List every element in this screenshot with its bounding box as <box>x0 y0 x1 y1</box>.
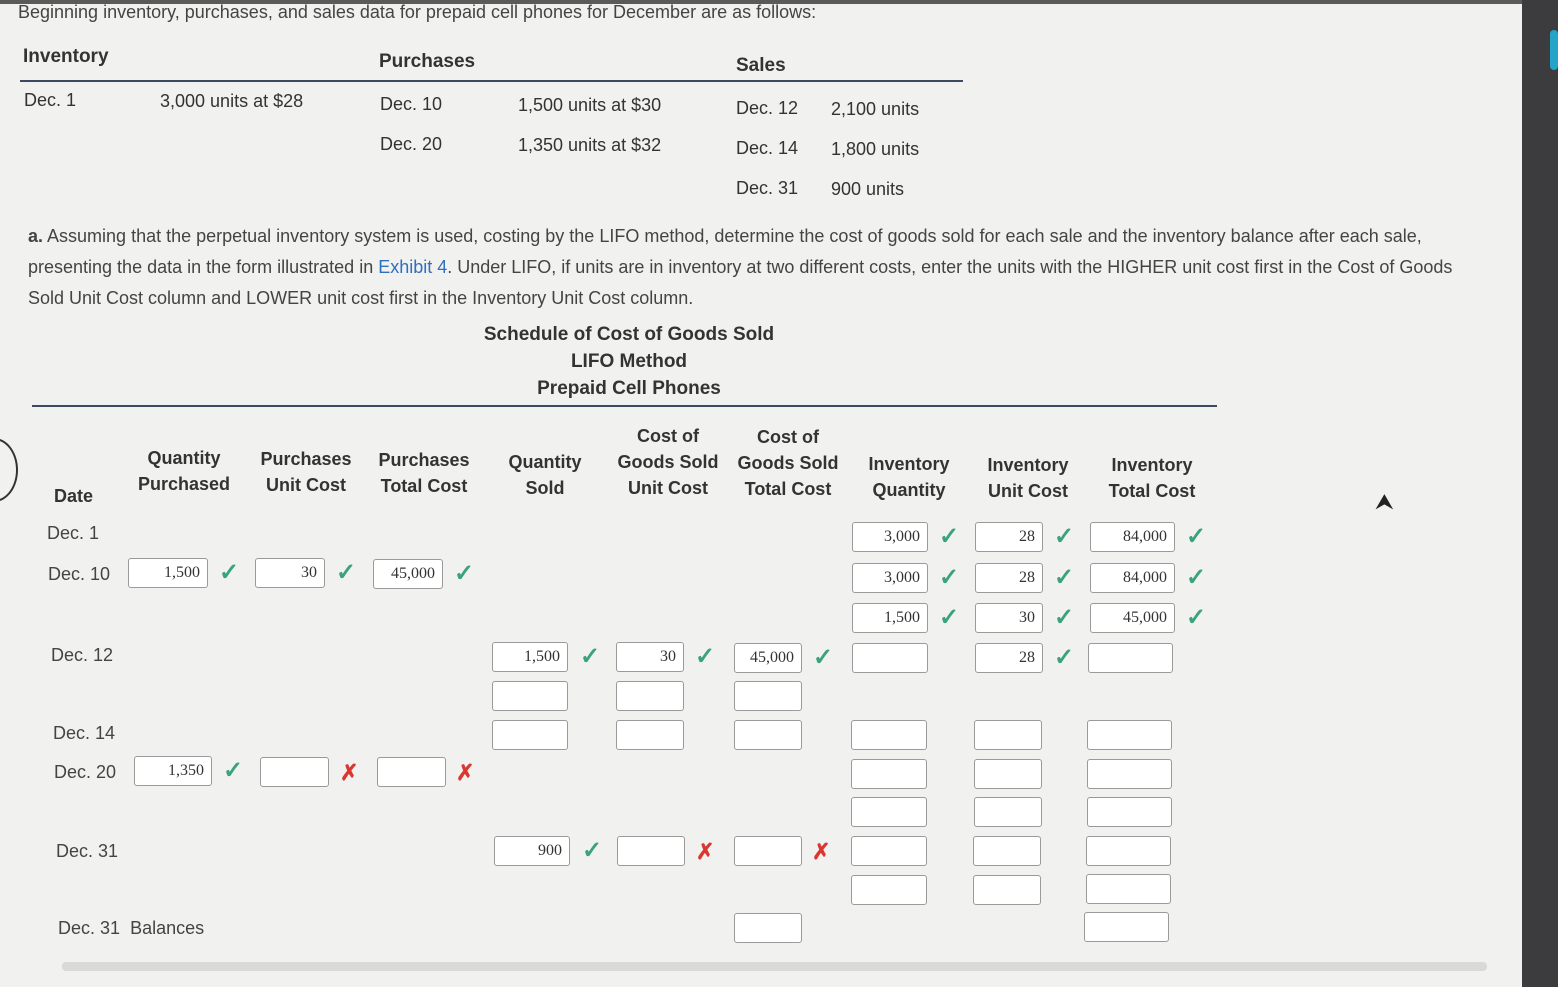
dec12-cogs-total-cost-input[interactable] <box>734 681 802 711</box>
sale-date: Dec. 12 <box>736 98 799 118</box>
exhibit-link[interactable]: Exhibit 4 <box>378 257 448 277</box>
check-icon: ✓ <box>939 564 960 591</box>
row-dec10: Dec. 10 <box>48 564 111 584</box>
side-tab[interactable] <box>1550 30 1558 70</box>
dec10-inv-unit-cost-input[interactable]: 30 <box>975 603 1043 633</box>
col-purch-unit-cost <box>252 446 360 498</box>
col-label: Unit Cost <box>266 475 346 495</box>
cross-icon: ✗ <box>812 839 831 864</box>
dec12-cogs-unit-cost-input[interactable]: 30 <box>616 642 684 672</box>
dec14-inv-unit-cost-input[interactable] <box>974 720 1042 750</box>
dec20-inv-unit-cost-input[interactable] <box>974 797 1042 827</box>
dec20-inv-qty-input[interactable] <box>851 759 927 789</box>
row-dec14: Dec. 14 <box>53 723 116 743</box>
check-icon: ✓ <box>1186 604 1207 631</box>
col-qty-purchased <box>130 445 238 497</box>
balances-label: Balances <box>130 918 205 938</box>
sale-detail: 1,800 units <box>831 139 920 159</box>
col-label: Total Cost <box>744 479 832 499</box>
col-label: Goods Sold <box>617 452 719 472</box>
dec10-inv-unit-cost-input[interactable]: 28 <box>975 563 1043 593</box>
col-label: Purchased <box>137 474 231 494</box>
check-icon: ✓ <box>1186 564 1207 591</box>
dec12-inv-qty-input[interactable] <box>852 643 928 673</box>
col-label: Unit Cost <box>628 478 708 498</box>
dec20-inv-qty-input[interactable] <box>851 797 927 827</box>
dec12-cogs-unit-cost-input[interactable] <box>616 681 684 711</box>
instructions-text: Assuming that the perpetual inventory system is used, costing by the LIFO method, determine the cost of goods sold for each sale and the inventory balance after each sale, presenting the data in the form illustrated in <box>28 226 1422 277</box>
dec31-qty-sold-input[interactable]: 900 <box>494 836 570 866</box>
problem-intro: Beginning inventory, purchases, and sales data for prepaid cell phones for December are as follows: <box>18 2 817 22</box>
col-inv-unit-cost <box>974 452 1082 504</box>
check-icon: ✓ <box>1054 564 1075 591</box>
edge-circle <box>0 438 18 502</box>
dec12-inv-unit-cost-input[interactable]: 28 <box>975 643 1043 673</box>
dec10-inv-total-cost-input[interactable]: 84,000 <box>1090 563 1175 593</box>
check-icon: ✓ <box>695 643 716 670</box>
check-icon: ✓ <box>1054 604 1075 631</box>
dec1-inv-qty-input[interactable]: 3,000 <box>852 522 928 552</box>
dec31-inv-qty-input[interactable] <box>851 875 927 905</box>
schedule-method: LIFO Method <box>570 351 688 372</box>
schedule-rule <box>32 405 1217 407</box>
summary-header-rule <box>20 80 963 82</box>
row-dec20: Dec. 20 <box>54 762 117 782</box>
check-icon: ✓ <box>939 523 960 550</box>
dec10-qty-purchased-input[interactable]: 1,500 <box>128 558 208 588</box>
dec20-inv-total-cost-input[interactable] <box>1087 797 1172 827</box>
col-qty-sold <box>495 449 595 501</box>
col-label: Quantity <box>508 452 582 472</box>
col-label: Quantity <box>147 448 221 468</box>
col-label: Quantity <box>872 480 946 500</box>
inventory-header: Inventory <box>23 46 109 67</box>
col-label: Total Cost <box>1108 481 1196 501</box>
col-purch-total-cost <box>370 447 478 499</box>
row-dec31: Dec. 31 <box>56 841 119 861</box>
schedule-title: Schedule of Cost of Goods Sold <box>483 324 775 345</box>
dec31-inv-total-cost-input[interactable] <box>1086 874 1171 904</box>
dec20-purch-total-cost-input[interactable] <box>377 757 446 787</box>
horizontal-scrollbar[interactable] <box>62 962 1487 971</box>
dec20-inv-total-cost-input[interactable] <box>1087 759 1172 789</box>
inventory-detail: 3,000 units at $28 <box>160 91 304 111</box>
col-cogs-unit-cost <box>612 423 724 501</box>
dec31-inv-qty-input[interactable] <box>851 836 927 866</box>
col-label: Inventory <box>987 455 1069 475</box>
col-label: Goods Sold <box>737 453 839 473</box>
check-icon: ✓ <box>1054 644 1075 671</box>
purchase-date: Dec. 10 <box>380 94 443 114</box>
instructions <box>28 221 1488 314</box>
sale-date: Dec. 14 <box>736 138 799 158</box>
dec14-qty-sold-input[interactable] <box>492 720 568 750</box>
dec10-inv-total-cost-input[interactable]: 45,000 <box>1090 603 1175 633</box>
dec10-purch-unit-cost-input[interactable]: 30 <box>255 558 325 588</box>
col-label: Cost of <box>637 426 699 446</box>
dec14-inv-qty-input[interactable] <box>851 720 927 750</box>
balances-date: Dec. 31 <box>58 918 121 938</box>
purchases-header: Purchases <box>379 51 476 72</box>
dec20-qty-purchased-input[interactable]: 1,350 <box>134 756 212 786</box>
dec12-qty-sold-input[interactable] <box>492 681 568 711</box>
col-label: Inventory <box>1111 455 1193 475</box>
dec20-purch-unit-cost-input[interactable] <box>260 757 329 787</box>
col-inv-total-cost <box>1097 452 1207 504</box>
dec10-inv-qty-input[interactable]: 3,000 <box>852 563 928 593</box>
dec12-cogs-total-cost-input[interactable]: 45,000 <box>734 643 802 673</box>
balance-cogs-total-input[interactable] <box>734 913 802 943</box>
balance-inv-total-input[interactable] <box>1084 912 1169 942</box>
schedule-product: Prepaid Cell Phones <box>537 378 721 399</box>
dec14-inv-total-cost-input[interactable] <box>1087 720 1172 750</box>
dec10-inv-qty-input[interactable]: 1,500 <box>852 603 928 633</box>
col-date: Date <box>54 486 94 506</box>
check-icon: ✓ <box>454 560 475 587</box>
dec10-purch-total-cost-input[interactable]: 45,000 <box>373 559 443 589</box>
cross-icon: ✗ <box>456 760 475 785</box>
col-label: Purchases <box>378 450 470 470</box>
col-inv-qty <box>855 451 963 503</box>
col-label: Cost of <box>757 427 819 447</box>
dec12-qty-sold-input[interactable]: 1,500 <box>492 642 568 672</box>
col-cogs-total-cost <box>732 424 844 502</box>
dec31-inv-unit-cost-input[interactable] <box>973 836 1041 866</box>
dec12-inv-total-cost-input[interactable] <box>1088 643 1173 673</box>
check-icon: ✓ <box>223 757 244 784</box>
check-icon: ✓ <box>1186 523 1207 550</box>
purchase-date: Dec. 20 <box>380 134 443 154</box>
row-balances <box>58 918 204 939</box>
dec31-inv-unit-cost-input[interactable] <box>973 875 1041 905</box>
row-dec1: Dec. 1 <box>47 523 100 543</box>
col-label: Purchases <box>260 449 352 469</box>
cross-icon: ✗ <box>696 839 715 864</box>
purchase-detail: 1,350 units at $32 <box>518 135 662 155</box>
monitor-bezel <box>1522 0 1558 987</box>
sale-detail: 2,100 units <box>831 99 920 119</box>
dec1-inv-unit-cost-input[interactable]: 28 <box>975 522 1043 552</box>
purchase-detail: 1,500 units at $30 <box>518 95 662 115</box>
sale-date: Dec. 31 <box>736 178 799 198</box>
sale-detail: 900 units <box>831 179 905 199</box>
sales-header: Sales <box>736 55 786 76</box>
col-label: Total Cost <box>380 476 468 496</box>
dec14-cogs-total-cost-input[interactable] <box>734 720 802 750</box>
check-icon: ✓ <box>336 559 357 586</box>
row-dec12: Dec. 12 <box>51 645 114 665</box>
inventory-date: Dec. 1 <box>24 90 77 110</box>
col-label: Sold <box>525 478 565 498</box>
check-icon: ✓ <box>580 643 601 670</box>
dec31-inv-total-cost-input[interactable] <box>1086 836 1171 866</box>
check-icon: ✓ <box>813 644 834 671</box>
check-icon: ✓ <box>939 604 960 631</box>
col-label: Inventory <box>868 454 950 474</box>
check-icon: ✓ <box>1054 523 1075 550</box>
check-icon: ✓ <box>582 837 603 864</box>
check-icon: ✓ <box>219 559 240 586</box>
cross-icon: ✗ <box>340 760 359 785</box>
dec1-inv-total-cost-input[interactable]: 84,000 <box>1090 522 1175 552</box>
dec20-inv-unit-cost-input[interactable] <box>974 759 1042 789</box>
part-label: a. <box>28 226 44 246</box>
dec31-cogs-total-cost-input[interactable] <box>734 836 802 866</box>
col-label: Unit Cost <box>988 481 1068 501</box>
dec31-cogs-unit-cost-input[interactable] <box>617 836 685 866</box>
instructions-text-cont: . Under LIFO, if units are in inventory at two different costs, enter the units with the HIGHER unit cost first in the Cost of Goods Sold Unit Cost column and LOWER unit cost first in the Inventory Unit Cost column. <box>28 257 1453 308</box>
dec14-cogs-unit-cost-input[interactable] <box>616 720 684 750</box>
mouse-cursor-icon: ⮝ <box>1375 489 1394 514</box>
